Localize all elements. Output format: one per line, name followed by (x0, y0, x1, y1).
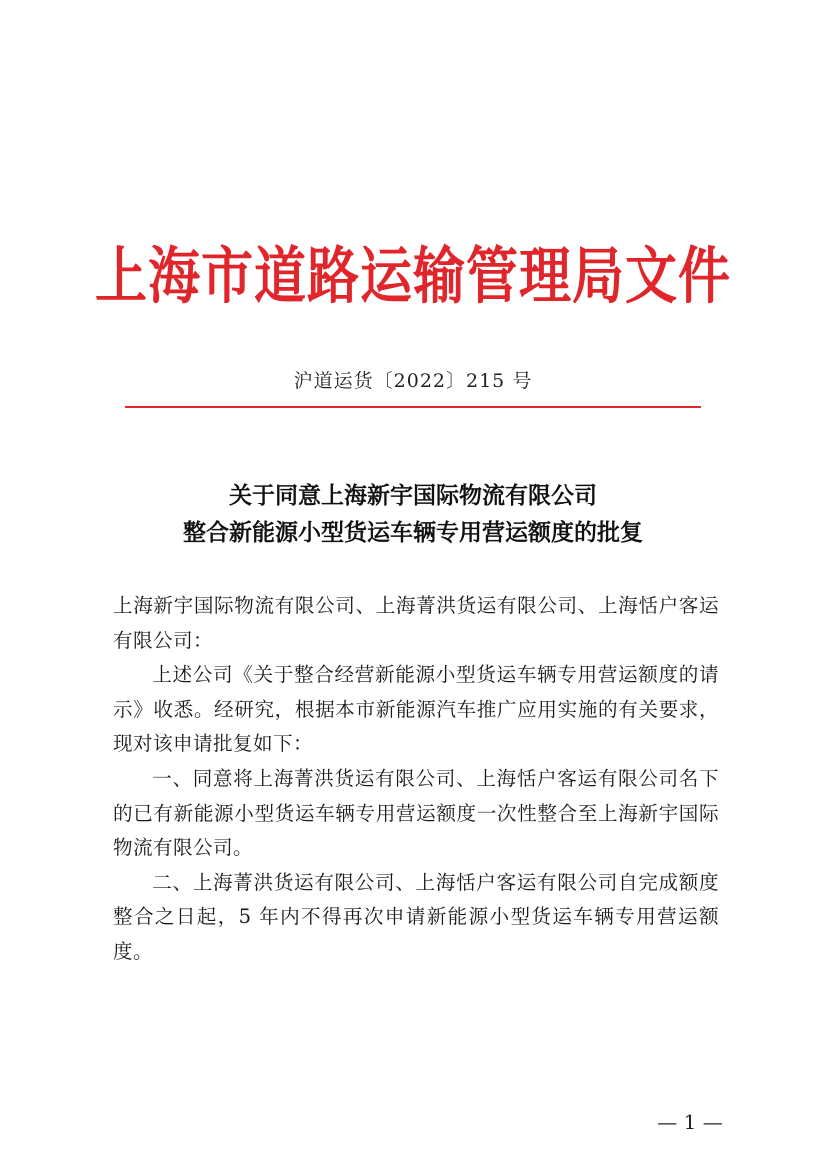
document-number: 沪道运货〔2022〕215 号 (293, 370, 533, 392)
addressee: 上海新宇国际物流有限公司、上海菁洪货运有限公司、上海恬户客运有限公司： (113, 594, 719, 652)
page-number: — 1 — (657, 1110, 723, 1134)
red-divider-line (125, 406, 701, 408)
body-paragraph: 上述公司《关于整合经营新能源小型货运车辆专用营运额度的请示》收悉。经研究，根据本市新能源汽车推广应用实施的有关要求，现对该申请批复如下： (113, 663, 719, 756)
document-header-title: 上海市道路运输管理局文件 (94, 240, 731, 313)
document-body (113, 589, 719, 970)
document-title-line-2: 整合新能源小型货运车辆专用营运额度的批复 (183, 520, 643, 546)
body-paragraph: 一、同意将上海菁洪货运有限公司、上海恬户客运有限公司名下的已有新能源小型货运车辆专用营运额度一次性整合至上海新宇国际物流有限公司。 (113, 766, 719, 860)
document-title-line-1: 关于同意上海新宇国际物流有限公司 (229, 483, 597, 509)
body-paragraph: 二、上海菁洪货运有限公司、上海恬户客运有限公司自完成额度整合之日起，5 年内不得再次申请新能源小型货运车辆专用营运额度。 (113, 870, 719, 963)
